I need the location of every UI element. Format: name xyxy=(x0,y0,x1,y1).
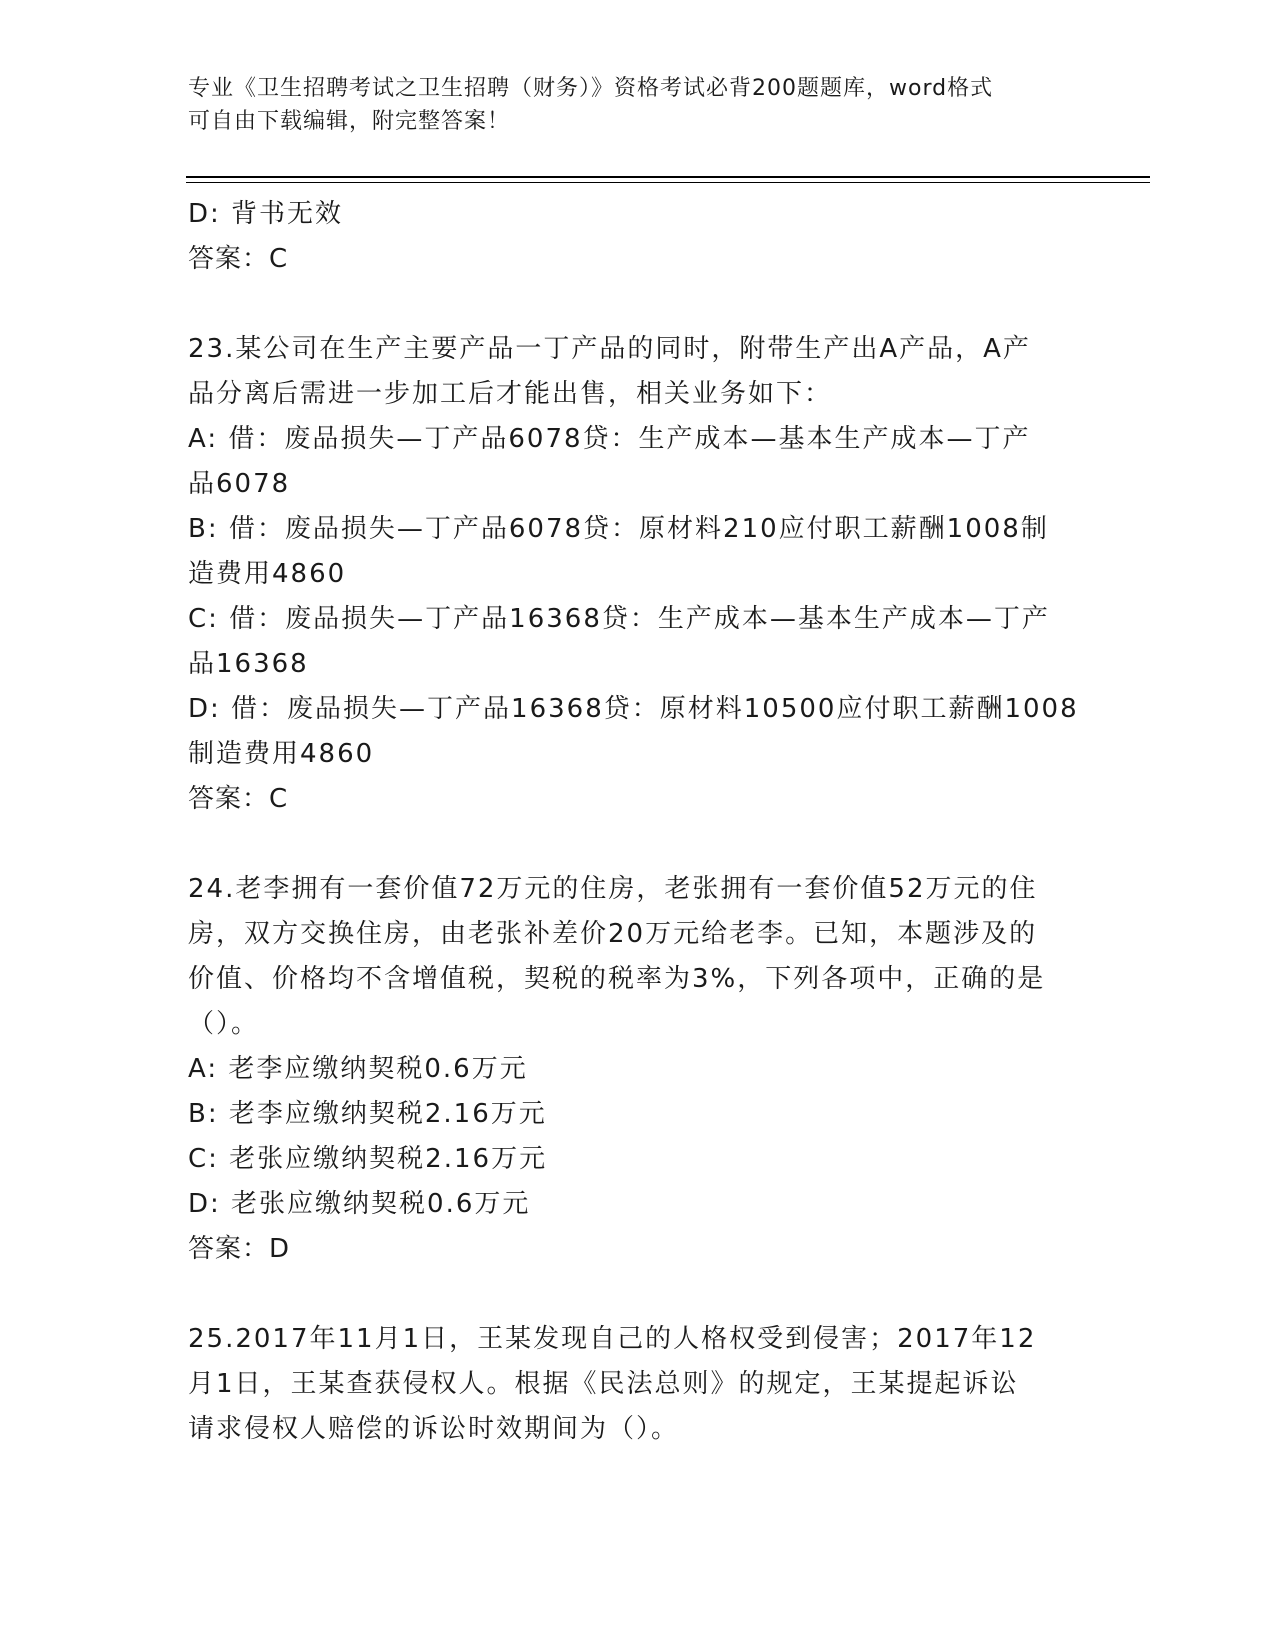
q23-option-a-line-2: 品6078 xyxy=(188,469,291,499)
q23-option-d-line-1: D: 借：废品损失—丁产品16368贷：原材料10500应付职工薪酬1008 xyxy=(188,694,1079,724)
q24-option-c: C: 老张应缴纳契税2.16万元 xyxy=(188,1144,548,1174)
q24-stem-line-4: （）。 xyxy=(188,1009,260,1039)
question-23 xyxy=(188,327,1088,822)
q24-answer: 答案：D xyxy=(188,1234,291,1264)
q25-stem-line-3: 请求侵权人赔偿的诉讼时效期间为（）。 xyxy=(188,1414,680,1444)
q25-stem-line-1: 25.2017年11月1日，王某发现自己的人格权受到侵害；2017年12 xyxy=(188,1324,1037,1354)
q24-option-a: A: 老李应缴纳契税0.6万元 xyxy=(188,1054,528,1084)
q24-option-b: B: 老李应缴纳契税2.16万元 xyxy=(188,1099,547,1129)
q24-option-d: D: 老张应缴纳契税0.6万元 xyxy=(188,1189,531,1219)
q23-option-c-line-1: C: 借：废品损失—丁产品16368贷：生产成本—基本生产成本—丁产 xyxy=(188,604,1050,634)
q24-stem-line-3: 价值、价格均不含增值税，契税的税率为3%，下列各项中，正确的是 xyxy=(188,964,1046,994)
q24-stem-line-2: 房，双方交换住房，由老张补差价20万元给老李。已知，本题涉及的 xyxy=(188,919,1038,949)
question-22-tail xyxy=(188,192,1088,282)
spacer xyxy=(188,1272,1088,1317)
question-24 xyxy=(188,867,1088,1272)
q23-option-b-line-1: B: 借：废品损失—丁产品6078贷：原材料210应付职工薪酬1008制 xyxy=(188,514,1049,544)
q23-option-c-line-2: 品16368 xyxy=(188,649,309,679)
q25-stem-line-2: 月1日，王某查获侵权人。根据《民法总则》的规定，王某提起诉讼 xyxy=(188,1369,1019,1399)
q23-option-d-line-2: 制造费用4860 xyxy=(188,739,375,769)
header-line-1: 专业《卫生招聘考试之卫生招聘（财务）》资格考试必背200题题库，word格式 xyxy=(188,76,994,101)
page-header xyxy=(188,72,1068,138)
header-line-2: 可自由下载编辑，附完整答案！ xyxy=(188,109,511,134)
header-divider-thin xyxy=(186,182,1150,183)
q23-option-b-line-2: 造费用4860 xyxy=(188,559,347,589)
spacer xyxy=(188,282,1088,327)
question-content xyxy=(188,192,1088,1452)
spacer xyxy=(188,822,1088,867)
q24-stem-line-1: 24.老李拥有一套价值72万元的住房，老张拥有一套价值52万元的住 xyxy=(188,874,1038,904)
q22-answer: 答案：C xyxy=(188,244,289,274)
q22-option-d: D: 背书无效 xyxy=(188,199,344,229)
q23-answer: 答案：C xyxy=(188,784,289,814)
q23-option-a-line-1: A: 借：废品损失—丁产品6078贷：生产成本—基本生产成本—丁产 xyxy=(188,424,1031,454)
q23-stem-line-2: 品分离后需进一步加工后才能出售，相关业务如下： xyxy=(188,379,833,409)
header-divider-thick xyxy=(186,176,1150,178)
question-25 xyxy=(188,1317,1088,1452)
q23-stem-line-1: 23.某公司在生产主要产品一丁产品的同时，附带生产出A产品，A产 xyxy=(188,334,1031,364)
